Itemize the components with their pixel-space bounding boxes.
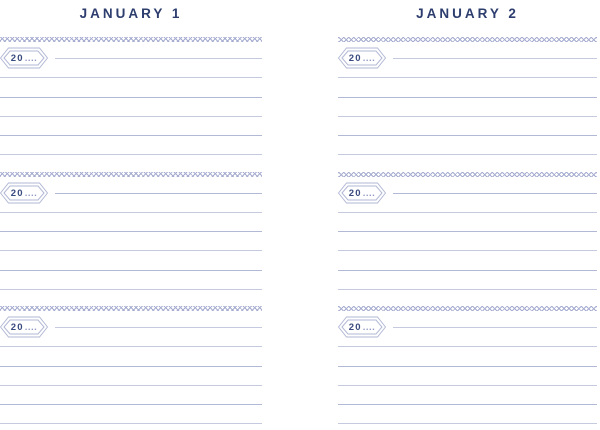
writing-line bbox=[338, 270, 597, 271]
year-badge-label bbox=[0, 316, 48, 338]
entry-section bbox=[338, 172, 597, 311]
writing-line bbox=[393, 58, 597, 59]
year-dots: .... bbox=[362, 322, 376, 334]
year-badge-label bbox=[0, 182, 48, 204]
chain-ornament-divider bbox=[0, 172, 262, 177]
year-dots: .... bbox=[24, 187, 38, 199]
year-prefix: 20 bbox=[348, 187, 362, 199]
entry-section bbox=[0, 172, 262, 311]
chain-ornament-divider bbox=[0, 306, 262, 311]
chain-ornament-divider bbox=[0, 37, 262, 42]
writing-line bbox=[0, 135, 262, 136]
writing-line bbox=[0, 116, 262, 117]
chain-ornament-divider bbox=[338, 172, 597, 177]
writing-line bbox=[0, 366, 262, 367]
year-badge bbox=[338, 316, 386, 338]
year-badge bbox=[338, 47, 386, 69]
year-dots: .... bbox=[362, 187, 376, 199]
writing-line bbox=[55, 193, 262, 194]
writing-line bbox=[338, 385, 597, 386]
year-dots: .... bbox=[362, 53, 376, 65]
writing-line bbox=[55, 58, 262, 59]
year-badge-label bbox=[338, 47, 386, 69]
writing-line bbox=[0, 77, 262, 78]
writing-line bbox=[338, 135, 597, 136]
writing-line bbox=[0, 404, 262, 405]
writing-line bbox=[338, 289, 597, 290]
year-dots: .... bbox=[24, 53, 38, 65]
year-badge bbox=[0, 47, 48, 69]
year-prefix: 20 bbox=[10, 187, 24, 199]
writing-line bbox=[0, 346, 262, 347]
year-badge bbox=[0, 182, 48, 204]
writing-line bbox=[0, 289, 262, 290]
writing-line bbox=[393, 193, 597, 194]
page-title: JANUARY 1 bbox=[79, 6, 183, 21]
entry-section bbox=[338, 37, 597, 176]
writing-line bbox=[338, 250, 597, 251]
writing-line bbox=[338, 346, 597, 347]
year-badge-label bbox=[338, 316, 386, 338]
year-badge bbox=[338, 182, 386, 204]
writing-line bbox=[338, 366, 597, 367]
writing-line bbox=[0, 154, 262, 155]
entry-section bbox=[338, 306, 597, 430]
chain-ornament-divider bbox=[338, 306, 597, 311]
writing-line bbox=[338, 404, 597, 405]
writing-line bbox=[0, 423, 262, 424]
year-prefix: 20 bbox=[348, 53, 362, 65]
writing-line bbox=[338, 423, 597, 424]
writing-line bbox=[0, 385, 262, 386]
writing-line bbox=[0, 250, 262, 251]
writing-line bbox=[338, 231, 597, 232]
year-badge-label bbox=[338, 182, 386, 204]
year-prefix: 20 bbox=[10, 53, 24, 65]
page-title: JANUARY 2 bbox=[416, 6, 519, 21]
writing-line bbox=[338, 212, 597, 213]
chain-ornament-divider bbox=[338, 37, 597, 42]
writing-line bbox=[338, 116, 597, 117]
year-prefix: 20 bbox=[348, 322, 362, 334]
right-page bbox=[338, 0, 597, 430]
entry-section bbox=[0, 37, 262, 176]
writing-line bbox=[338, 77, 597, 78]
year-dots: .... bbox=[24, 322, 38, 334]
writing-line bbox=[393, 327, 597, 328]
writing-line bbox=[0, 97, 262, 98]
writing-line bbox=[0, 212, 262, 213]
writing-line bbox=[0, 231, 262, 232]
year-badge bbox=[0, 316, 48, 338]
year-badge-label bbox=[0, 47, 48, 69]
entry-section bbox=[0, 306, 262, 430]
year-prefix: 20 bbox=[10, 322, 24, 334]
writing-line bbox=[0, 270, 262, 271]
writing-line bbox=[338, 154, 597, 155]
writing-line bbox=[55, 327, 262, 328]
left-page bbox=[0, 0, 262, 430]
writing-line bbox=[338, 97, 597, 98]
